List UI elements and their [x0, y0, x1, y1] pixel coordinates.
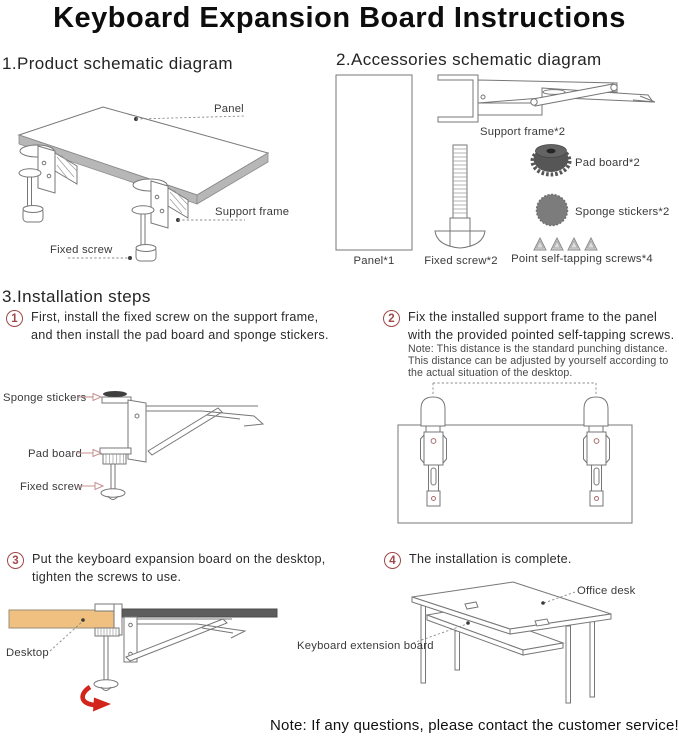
fixed-screw-step1-label: Fixed screw: [20, 481, 83, 493]
step-4-diagram: [285, 578, 679, 712]
step-3: [7, 551, 352, 586]
office-desk-drawing: [412, 582, 611, 703]
step-2-note-line2: This distance can be adjusted by yourself according to: [408, 354, 669, 367]
step1-clamp-drawing: [100, 391, 263, 500]
step-2: [383, 309, 678, 344]
step-1-text-line2: and then install the pad board and sponge stickers.: [31, 327, 329, 342]
step3-frame-drawing: [124, 617, 245, 662]
sponge-stickers-label: Sponge stickers: [3, 392, 87, 404]
accessory-fixed-screw-label: Fixed screw*2: [424, 255, 498, 267]
office-desk-callout-dot: [541, 601, 545, 605]
step-3-text-line1: Put the keyboard expansion board on the desktop,: [32, 552, 326, 566]
accessory-self-tapping-screws: [511, 238, 653, 265]
step-4-number: 4: [384, 552, 401, 569]
office-desk-label: Office desk: [577, 585, 636, 597]
section-installation-heading: 3.Installation steps: [2, 287, 151, 306]
section-accessories-heading: 2.Accessories schematic diagram: [336, 50, 602, 69]
step1-callouts: [3, 392, 103, 493]
step-2-text-line1: Fix the installed support frame to the panel: [408, 310, 658, 324]
step-2-note-line1: Note: This distance is the standard punching distance.: [408, 343, 668, 355]
step-1-text-line1: First, install the fixed screw on the support frame,: [31, 310, 319, 324]
extension-panel-bar: [122, 609, 277, 617]
step-2-number: 2: [383, 310, 400, 327]
step-1-number: 1: [6, 310, 23, 327]
page-title: Keyboard Expansion Board Instructions: [53, 2, 626, 34]
pad-board-label: Pad board: [28, 448, 82, 460]
accessory-pad-board-label: Pad board*2: [575, 157, 641, 169]
accessory-panel-label: Panel*1: [353, 255, 395, 267]
accessory-fixed-screw: [424, 145, 498, 267]
desktop-callout-dot: [81, 618, 85, 622]
step-1-diagram: [0, 380, 290, 528]
desktop-label: Desktop: [6, 647, 49, 659]
accessory-panel: [336, 75, 412, 267]
step-3-text-line2: tighten the screws to use.: [32, 569, 182, 584]
fixed-screw-arrow-icon: [95, 483, 103, 490]
accessory-sponge-stickers-label: Sponge stickers*2: [575, 206, 670, 218]
panel-label: Panel: [214, 103, 244, 115]
accessory-support-frame-label: Support frame*2: [480, 126, 566, 138]
accessory-pad-board: [533, 145, 641, 175]
step-3-diagram: [0, 600, 300, 742]
keyboard-board-label: Keyboard extension board: [297, 640, 434, 652]
sponge-arrow-icon: [93, 394, 101, 401]
footer-note: Note: If any questions, please contact the customer service!: [270, 717, 679, 734]
step-2-diagram: [380, 375, 650, 535]
step-2-note-line3: the actual situation of the desktop.: [408, 366, 573, 379]
section-product-heading: 1.Product schematic diagram: [2, 54, 233, 73]
step-2-note: [408, 344, 668, 380]
accessory-sponge-stickers: [537, 195, 670, 226]
accessories-schematic-diagram: [330, 40, 679, 275]
accessory-screws-label: Point self-tapping screws*4: [511, 253, 653, 265]
step-4: [384, 551, 679, 569]
fixed-screw-label: Fixed screw: [50, 244, 113, 256]
accessory-support-frame: [438, 75, 655, 138]
step-4-text-line1: The installation is complete.: [409, 552, 572, 566]
product-schematic-diagram: [0, 85, 330, 280]
desktop-board: [9, 610, 118, 628]
step-3-number: 3: [7, 552, 24, 569]
keyboard-board-callout-dot: [466, 621, 470, 625]
step-2-text-line2: with the provided pointed self-tapping screws.: [408, 327, 675, 342]
support-frame-label: Support frame: [215, 206, 290, 218]
punching-distance-lines: [433, 383, 596, 396]
step-1: [6, 309, 351, 344]
